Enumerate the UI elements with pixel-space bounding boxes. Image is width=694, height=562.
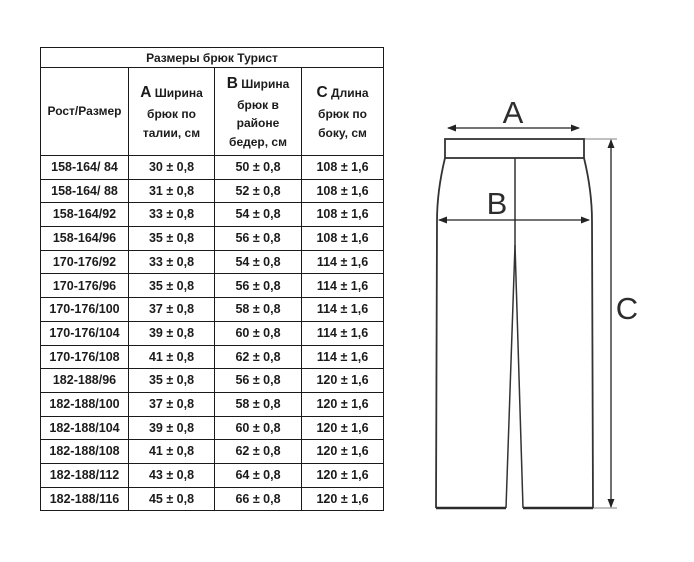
table-cell: 62 ± 0,8 <box>215 440 302 464</box>
table-cell: 41 ± 0,8 <box>129 440 215 464</box>
table-cell: 33 ± 0,8 <box>129 203 215 227</box>
size-table <box>40 47 383 511</box>
table-cell: 114 ± 1,6 <box>302 345 384 369</box>
table-row <box>41 298 384 322</box>
table-cell: 108 ± 1,6 <box>302 227 384 251</box>
table-cell: 158-164/ 88 <box>41 179 129 203</box>
table-row <box>41 416 384 440</box>
table-cell: 41 ± 0,8 <box>129 345 215 369</box>
table-cell: 54 ± 0,8 <box>215 203 302 227</box>
table-row <box>41 179 384 203</box>
table-row <box>41 463 384 487</box>
table-cell: 45 ± 0,8 <box>129 487 215 511</box>
column-header-label: Рост/Размер <box>47 104 122 119</box>
table-cell: 50 ± 0,8 <box>215 156 302 180</box>
table-cell: 108 ± 1,6 <box>302 156 384 180</box>
table-cell: 64 ± 0,8 <box>215 463 302 487</box>
diagram-label-b: B <box>486 186 508 221</box>
table-cell: 158-164/96 <box>41 227 129 251</box>
table-cell: 182-188/108 <box>41 440 129 464</box>
table-cell: 182-188/100 <box>41 392 129 416</box>
table-cell: 182-188/112 <box>41 463 129 487</box>
table-cell: 170-176/104 <box>41 321 129 345</box>
table-row <box>41 227 384 251</box>
column-header-label: Ширина брюк в районе бедер, см <box>229 76 290 149</box>
table-cell: 60 ± 0,8 <box>215 321 302 345</box>
table-cell: 66 ± 0,8 <box>215 487 302 511</box>
diagram-label-a: A <box>502 95 524 130</box>
table-row <box>41 250 384 274</box>
table-cell: 120 ± 1,6 <box>302 369 384 393</box>
left-inner-edge <box>506 245 515 508</box>
table-cell: 37 ± 0,8 <box>129 392 215 416</box>
table-cell: 35 ± 0,8 <box>129 227 215 251</box>
sizes-table <box>40 47 384 511</box>
table-cell: 182-188/104 <box>41 416 129 440</box>
column-header-label: Длина брюк по боку, см <box>318 85 369 140</box>
right-outer-edge <box>584 158 593 508</box>
column-header-size <box>41 68 129 156</box>
trousers-diagram <box>420 95 670 535</box>
table-cell: 120 ± 1,6 <box>302 440 384 464</box>
table-cell: 120 ± 1,6 <box>302 487 384 511</box>
table-cell: 114 ± 1,6 <box>302 298 384 322</box>
table-cell: 30 ± 0,8 <box>129 156 215 180</box>
table-cell: 37 ± 0,8 <box>129 298 215 322</box>
table-cell: 54 ± 0,8 <box>215 250 302 274</box>
table-row <box>41 392 384 416</box>
table-row <box>41 274 384 298</box>
waistband <box>445 139 584 158</box>
table-row <box>41 321 384 345</box>
left-outer-edge <box>436 158 445 508</box>
dimension-letter-a: A <box>140 83 152 101</box>
table-row <box>41 156 384 180</box>
column-header-label: Ширина брюк по талии, см <box>142 85 203 140</box>
table-cell: 114 ± 1,6 <box>302 321 384 345</box>
table-cell: 120 ± 1,6 <box>302 392 384 416</box>
table-cell: 108 ± 1,6 <box>302 203 384 227</box>
table-title: Размеры брюк Турист <box>41 48 384 68</box>
table-cell: 170-176/96 <box>41 274 129 298</box>
table-cell: 114 ± 1,6 <box>302 250 384 274</box>
table-cell: 158-164/92 <box>41 203 129 227</box>
table-cell: 182-188/116 <box>41 487 129 511</box>
table-cell: 35 ± 0,8 <box>129 274 215 298</box>
table-cell: 56 ± 0,8 <box>215 369 302 393</box>
column-header-hips <box>215 68 302 156</box>
dimension-letter-c: C <box>316 83 328 101</box>
table-cell: 56 ± 0,8 <box>215 274 302 298</box>
table-cell: 158-164/ 84 <box>41 156 129 180</box>
table-cell: 43 ± 0,8 <box>129 463 215 487</box>
table-cell: 60 ± 0,8 <box>215 416 302 440</box>
table-cell: 58 ± 0,8 <box>215 298 302 322</box>
column-header-waist <box>129 68 215 156</box>
table-row <box>41 369 384 393</box>
table-row <box>41 203 384 227</box>
table-cell: 52 ± 0,8 <box>215 179 302 203</box>
table-cell: 170-176/100 <box>41 298 129 322</box>
table-header-row <box>41 68 384 156</box>
table-row <box>41 345 384 369</box>
table-cell: 31 ± 0,8 <box>129 179 215 203</box>
table-cell: 39 ± 0,8 <box>129 321 215 345</box>
column-header-length <box>302 68 384 156</box>
table-row <box>41 440 384 464</box>
table-title-row <box>41 48 384 68</box>
diagram-label-c: C <box>615 291 639 326</box>
table-cell: 33 ± 0,8 <box>129 250 215 274</box>
table-body <box>41 156 384 511</box>
trousers-diagram-svg <box>420 95 670 535</box>
table-cell: 170-176/92 <box>41 250 129 274</box>
right-inner-edge <box>515 245 523 508</box>
table-cell: 62 ± 0,8 <box>215 345 302 369</box>
table-cell: 170-176/108 <box>41 345 129 369</box>
table-cell: 114 ± 1,6 <box>302 274 384 298</box>
table-cell: 58 ± 0,8 <box>215 392 302 416</box>
table-cell: 56 ± 0,8 <box>215 227 302 251</box>
table-cell: 35 ± 0,8 <box>129 369 215 393</box>
table-cell: 120 ± 1,6 <box>302 463 384 487</box>
table-cell: 182-188/96 <box>41 369 129 393</box>
table-cell: 108 ± 1,6 <box>302 179 384 203</box>
table-cell: 120 ± 1,6 <box>302 416 384 440</box>
table-row <box>41 487 384 511</box>
table-cell: 39 ± 0,8 <box>129 416 215 440</box>
dimension-letter-b: B <box>226 74 238 92</box>
